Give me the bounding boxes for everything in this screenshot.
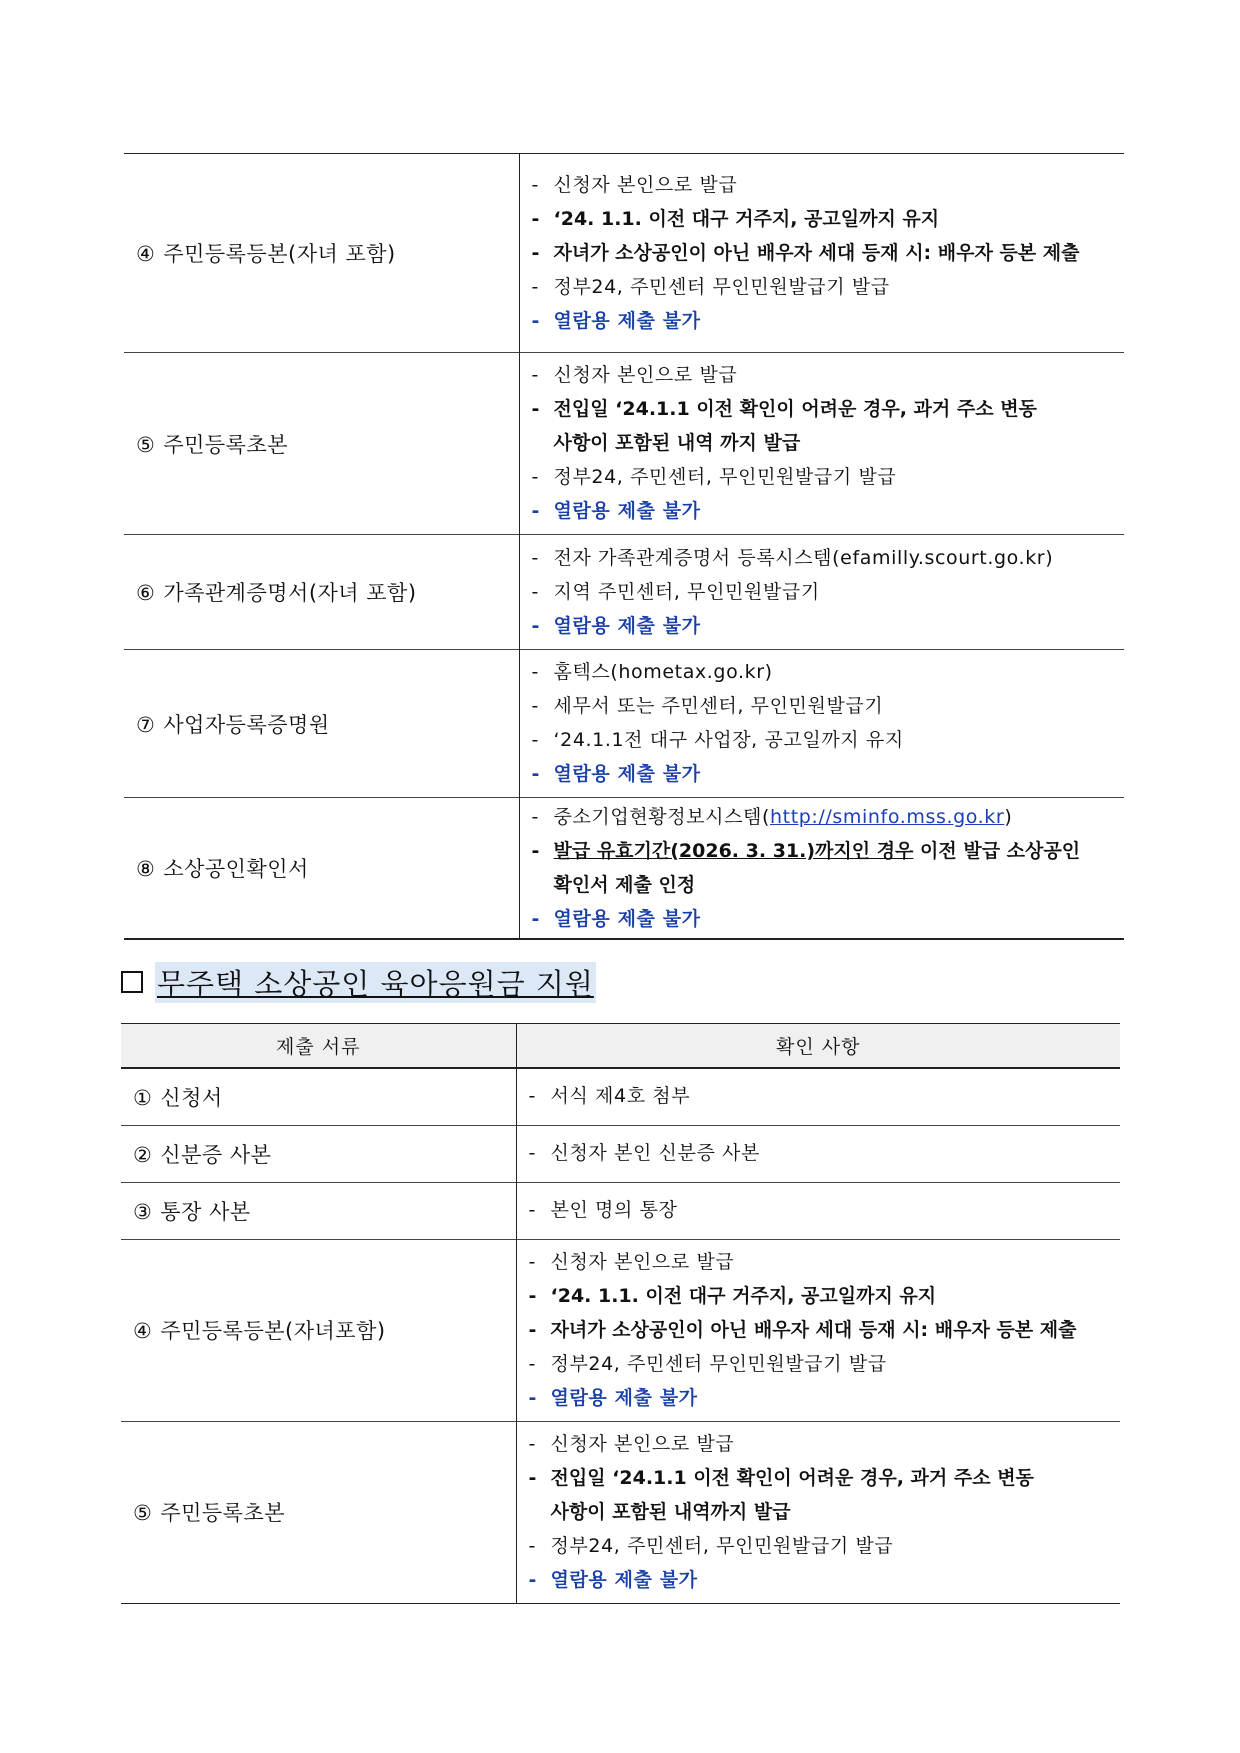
check-item-warning: - 열람용 제출 불가 xyxy=(528,1568,698,1591)
check-item: - 정부24, 주민센터, 무인민원발급기 발급 xyxy=(531,466,897,488)
item-number: ⑤ xyxy=(136,432,156,457)
document-name-cell xyxy=(124,353,519,535)
check-items-cell xyxy=(516,1182,1120,1239)
check-items-cell xyxy=(519,535,1124,650)
check-item: - 전입일 ‘24.1.1 이전 확인이 어려운 경우, 과거 주소 변동 xyxy=(528,1466,1034,1489)
document-name-cell xyxy=(121,1125,516,1182)
check-item: - 전입일 ‘24.1.1 이전 확인이 어려운 경우, 과거 주소 변동 xyxy=(531,398,1037,420)
check-items-cell xyxy=(519,650,1124,798)
document-name: 가족관계증명서(자녀 포함) xyxy=(163,581,417,605)
item-number: ⑦ xyxy=(136,712,156,737)
document-name: 주민등록등본(자녀 포함) xyxy=(163,242,396,266)
check-item: - 중소기업현황정보시스템(http://sminfo.mss.go.kr) xyxy=(531,806,1013,828)
document-name-cell xyxy=(121,1068,516,1125)
sminfo-link[interactable]: http://sminfo.mss.go.kr xyxy=(770,806,1005,828)
item-number: ③ xyxy=(133,1199,153,1224)
check-item: - 신청자 본인 신분증 사본 xyxy=(528,1142,760,1164)
table-row xyxy=(121,1068,1120,1125)
item-number: ④ xyxy=(133,1319,153,1343)
check-items-cell xyxy=(516,1421,1120,1603)
column-header-check-items: 확인 사항 xyxy=(516,1024,1120,1069)
check-item-continued: 사항이 포함된 내역까지 발급 xyxy=(550,1500,791,1523)
required-documents-table xyxy=(121,1023,1120,1604)
document-name-cell xyxy=(121,1182,516,1239)
table-row xyxy=(124,535,1124,650)
check-item-warning: - 열람용 제출 불가 xyxy=(531,500,701,522)
check-items-cell xyxy=(516,1125,1120,1182)
check-item: - 발급 유효기간(2026. 3. 31.)까지인 경우 이전 발급 소상공인 xyxy=(531,840,1081,862)
item-number: ② xyxy=(133,1142,153,1167)
document-name-cell xyxy=(121,1421,516,1603)
check-item-warning: - 열람용 제출 불가 xyxy=(531,763,701,785)
check-item: - 정부24, 주민센터, 무인민원발급기 발급 xyxy=(528,1534,894,1557)
check-item: - 본인 명의 통장 xyxy=(528,1199,678,1221)
section-title: 무주택 소상공인 육아응원금 지원 xyxy=(155,962,596,1003)
check-item: - 서식 제4호 첨부 xyxy=(528,1085,691,1108)
required-documents-table-continued xyxy=(124,153,1124,940)
item-number: ⑧ xyxy=(136,857,156,881)
checkbox-square-icon xyxy=(121,971,143,993)
table-row xyxy=(124,353,1124,535)
table-row xyxy=(121,1421,1120,1603)
table-row xyxy=(124,650,1124,798)
document-name-cell xyxy=(121,1239,516,1421)
check-item-warning: - 열람용 제출 불가 xyxy=(528,1386,698,1409)
check-item: - ‘24.1.1전 대구 사업장, 공고일까지 유지 xyxy=(531,729,904,751)
item-number: ⑥ xyxy=(136,581,156,605)
document-name: 신청서 xyxy=(160,1085,223,1110)
check-item-continued: 사항이 포함된 내역 까지 발급 xyxy=(553,432,801,454)
item-number: ④ xyxy=(136,242,156,266)
check-items-cell xyxy=(519,154,1124,353)
document-name-cell xyxy=(124,650,519,798)
check-item: - 홈텍스(hometax.go.kr) xyxy=(531,661,773,683)
document-name: 신분증 사본 xyxy=(160,1142,272,1167)
table-row xyxy=(121,1239,1120,1421)
table-header-row xyxy=(121,1024,1120,1069)
document-name: 주민등록초본 xyxy=(160,1501,286,1525)
table-row xyxy=(124,154,1124,353)
check-item-warning: - 열람용 제출 불가 xyxy=(531,908,701,930)
check-item-continued: 확인서 제출 인정 xyxy=(553,874,696,896)
column-header-documents: 제출 서류 xyxy=(121,1024,516,1069)
check-item: - 세무서 또는 주민센터, 무인민원발급기 xyxy=(531,695,884,717)
check-items-cell xyxy=(519,798,1124,940)
document-name: 통장 사본 xyxy=(160,1199,251,1224)
table-row xyxy=(121,1182,1120,1239)
check-items-cell xyxy=(519,353,1124,535)
item-number: ① xyxy=(133,1085,153,1110)
document-name: 주민등록등본(자녀포함) xyxy=(160,1319,386,1343)
check-items-cell xyxy=(516,1068,1120,1125)
check-item: - 신청자 본인으로 발급 xyxy=(531,173,738,196)
check-item: - ‘24. 1.1. 이전 대구 거주지, 공고일까지 유지 xyxy=(528,1284,937,1307)
item-number: ⑤ xyxy=(133,1501,153,1525)
document-name-cell xyxy=(124,535,519,650)
check-item: - 전자 가족관계증명서 등록시스템(efamilly.scourt.go.kr) xyxy=(531,546,1054,569)
table-row xyxy=(124,798,1124,940)
document-name-cell xyxy=(124,798,519,940)
check-item: - 정부24, 주민센터 무인민원발급기 발급 xyxy=(528,1352,887,1375)
table-row xyxy=(121,1125,1120,1182)
check-items-cell xyxy=(516,1239,1120,1421)
check-item: - 신청자 본인으로 발급 xyxy=(528,1250,735,1273)
check-item: - ‘24. 1.1. 이전 대구 거주지, 공고일까지 유지 xyxy=(531,207,940,230)
check-item: - 신청자 본인으로 발급 xyxy=(528,1432,735,1455)
check-item-warning: - 열람용 제출 불가 xyxy=(531,614,701,637)
document-name: 소상공인확인서 xyxy=(163,857,309,881)
document-name: 사업자등록증명원 xyxy=(163,712,330,737)
check-item: - 지역 주민센터, 무인민원발급기 xyxy=(531,580,820,603)
document-name-cell xyxy=(124,154,519,353)
check-item: - 신청자 본인으로 발급 xyxy=(531,364,738,386)
section-heading xyxy=(121,962,596,1002)
document-name: 주민등록초본 xyxy=(163,432,289,457)
check-item: - 자녀가 소상공인이 아닌 배우자 세대 등재 시: 배우자 등본 제출 xyxy=(528,1318,1077,1341)
check-item: - 자녀가 소상공인이 아닌 배우자 세대 등재 시: 배우자 등본 제출 xyxy=(531,241,1080,264)
check-item-warning: - 열람용 제출 불가 xyxy=(531,309,701,332)
check-item: - 정부24, 주민센터 무인민원발급기 발급 xyxy=(531,275,890,298)
